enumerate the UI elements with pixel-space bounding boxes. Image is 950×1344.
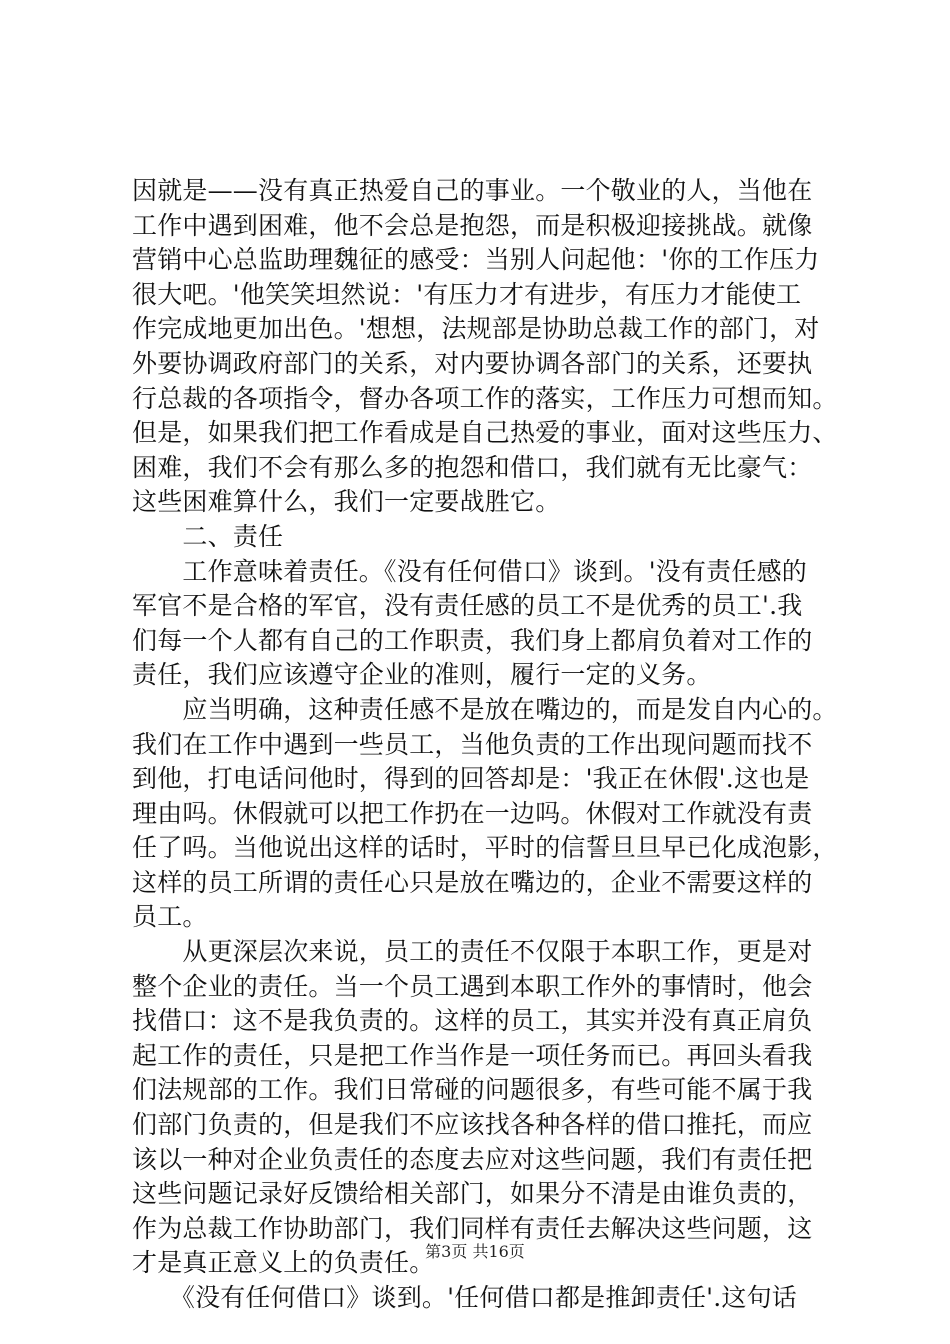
text-line: 军官不是合格的军官，没有责任感的员工不是优秀的员工'.我 xyxy=(132,591,803,621)
page-footer: 第3页 共16页 xyxy=(425,1242,525,1261)
text-line: 才是真正意义上的负责任。 xyxy=(132,1248,435,1278)
text-line: 营销中心总监助理魏征的感受：当别人问起他：'你的工作压力 xyxy=(132,245,820,275)
text-line: 责任，我们应该遵守企业的准则，履行一定的义务。 xyxy=(132,660,712,690)
text-line: 二、责任 xyxy=(132,521,284,551)
text-line: 们每一个人都有自己的工作职责，我们身上都肩负着对工作的 xyxy=(132,625,813,655)
text-line: 从更深层次来说，员工的责任不仅限于本职工作，更是对 xyxy=(132,937,813,967)
text-line: 们部门负责的，但是我们不应该找各种各样的借口推托，而应 xyxy=(132,1110,813,1140)
text-line: 因就是——没有真正热爱自己的事业。一个敬业的人，当他在 xyxy=(132,176,813,205)
text-line: 员工。 xyxy=(132,902,208,932)
text-line: 理由吗。休假就可以把工作扔在一边吗。休假对工作就没有责 xyxy=(132,798,813,828)
text-line: 工作中遇到困难，他不会总是抱怨，而是积极迎接挑战。就像 xyxy=(132,210,813,240)
text-line: 很大吧。'他笑笑坦然说：'有压力才有进步，有压力才能使工 xyxy=(132,279,802,309)
text-line: 任了吗。当他说出这样的话时，平时的信誓旦旦早已化成泡影， xyxy=(132,833,838,863)
text-line: 外要协调政府部门的关系，对内要协调各部门的关系，还要执 xyxy=(132,348,813,378)
text-line: 我们在工作中遇到一些员工，当他负责的工作出现问题而找不 xyxy=(132,729,813,759)
text-line: 起工作的责任，只是把工作当作是一项任务而已。再回头看我 xyxy=(132,1040,813,1070)
text-line: 作为总裁工作协助部门，我们同样有责任去解决这些问题，这 xyxy=(132,1213,813,1243)
text-line: 到他，打电话问他时，得到的回答却是：'我正在休假'.这也是 xyxy=(132,764,810,794)
text-line: 该以一种对企业负责任的态度去应对这些问题，我们有责任把 xyxy=(132,1144,813,1174)
text-line: 作完成地更加出色。'想想，法规部是协助总裁工作的部门，对 xyxy=(132,314,820,344)
text-line: 整个企业的责任。当一个员工遇到本职工作外的事情时，他会 xyxy=(132,971,813,1001)
text-line: 找借口：这不是我负责的。这样的员工，其实并没有真正肩负 xyxy=(132,1006,813,1036)
text-line: 但是，如果我们把工作看成是自己热爱的事业，面对这些压力、 xyxy=(132,418,838,448)
text-line: 困难，我们不会有那么多的抱怨和借口，我们就有无比豪气： xyxy=(132,452,813,482)
text-line: 行总裁的各项指令，督办各项工作的落实，工作压力可想而知。 xyxy=(132,383,838,413)
body-text xyxy=(132,174,852,1316)
text-line: 这些问题记录好反馈给相关部门，如果分不清是由谁负责的， xyxy=(132,1179,813,1209)
text-line: 们法规部的工作。我们日常碰的问题很多，有些可能不属于我 xyxy=(132,1075,813,1105)
text-line: 《没有任何借口》谈到。'任何借口都是推卸责任'.这句话 xyxy=(132,1283,797,1312)
text-line: 这些困难算什么，我们一定要战胜它。 xyxy=(132,487,561,517)
text-line: 工作意味着责任。《没有任何借口》谈到。'没有责任感的 xyxy=(132,556,807,586)
text-line: 这样的员工所谓的责任心只是放在嘴边的，企业不需要这样的 xyxy=(132,867,813,897)
text-line: 应当明确，这种责任感不是放在嘴边的，而是发自内心的。 xyxy=(132,694,838,724)
